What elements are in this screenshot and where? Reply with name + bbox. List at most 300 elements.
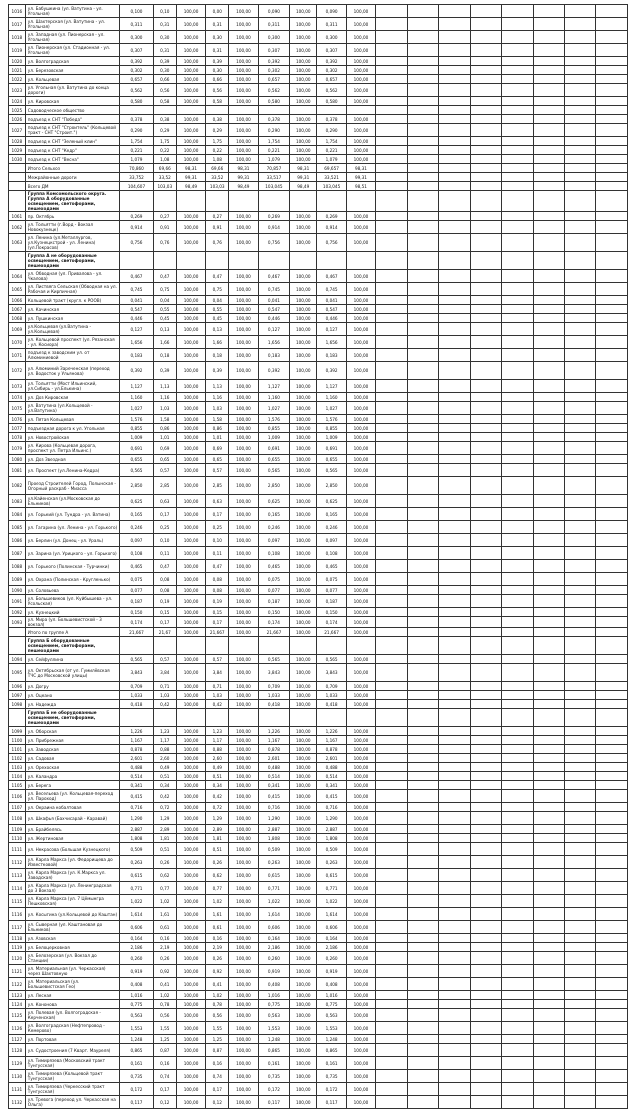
table-row xyxy=(9,455,628,464)
empty-cell xyxy=(376,856,407,869)
value-cell: 100,00 xyxy=(346,97,375,106)
value-cell: 0,392 xyxy=(120,362,154,380)
value-cell: 100,00 xyxy=(346,212,375,221)
empty-cell xyxy=(470,191,501,212)
value-cell: 0,709 xyxy=(120,682,154,691)
empty-cell xyxy=(502,66,533,75)
empty-cell xyxy=(564,66,595,75)
value-cell: 100,00 xyxy=(290,655,317,664)
value-cell: 0,51 xyxy=(153,843,176,856)
empty-cell xyxy=(439,803,470,812)
empty-cell xyxy=(376,934,407,943)
row-code: 1107 xyxy=(9,803,26,812)
empty-cell xyxy=(533,495,564,508)
value-cell: 1,009 xyxy=(258,433,289,442)
row-name: ул. Ватутина (ул.Кольцевой - ул.Ватутина) xyxy=(25,402,119,415)
empty-cell xyxy=(439,18,470,31)
empty-cell xyxy=(407,825,438,834)
empty-cell xyxy=(376,812,407,825)
row-name: ул. Тимирязева (Кольцевой тракт Тунгусская) xyxy=(25,1070,119,1083)
value-cell: 100,00 xyxy=(290,442,317,455)
empty-cell xyxy=(564,173,595,182)
row-code: 1067 xyxy=(9,305,26,314)
empty-cell xyxy=(596,825,628,834)
empty-cell xyxy=(439,763,470,772)
empty-cell xyxy=(596,965,628,978)
value-cell: 0,075 xyxy=(120,573,154,586)
value-cell: 100,00 xyxy=(229,464,258,477)
value-cell: 0,91 xyxy=(206,221,229,234)
row-name: ул. Прибрежная xyxy=(25,736,119,745)
value-cell: 0,077 xyxy=(317,586,346,595)
empty-cell xyxy=(564,595,595,608)
empty-cell xyxy=(564,75,595,84)
value-cell: 100,00 xyxy=(290,895,317,908)
empty-cell xyxy=(376,424,407,433)
row-code: 1106 xyxy=(9,790,26,803)
empty-cell xyxy=(470,508,501,521)
empty-cell xyxy=(564,745,595,754)
value-cell: 100,00 xyxy=(176,908,205,921)
empty-cell xyxy=(407,772,438,781)
value-cell: 100,00 xyxy=(346,137,375,146)
value-cell: 100,00 xyxy=(176,314,205,323)
empty-cell xyxy=(439,164,470,173)
value-cell: 100,00 xyxy=(346,508,375,521)
value-cell: 100,00 xyxy=(346,921,375,934)
empty-cell xyxy=(439,173,470,182)
value-cell: 0,716 xyxy=(120,803,154,812)
empty-cell xyxy=(376,1000,407,1009)
row-code: 1120 xyxy=(9,952,26,965)
value-cell: 99,31 xyxy=(346,173,375,182)
empty-cell xyxy=(376,305,407,314)
empty-cell xyxy=(376,745,407,754)
value-cell: 1,754 xyxy=(317,137,346,146)
value-cell: 0,161 xyxy=(317,1057,346,1070)
empty-cell xyxy=(596,691,628,700)
empty-cell xyxy=(533,617,564,628)
empty-cell xyxy=(407,1022,438,1035)
value-cell: 100,00 xyxy=(176,1035,205,1044)
empty-cell xyxy=(502,843,533,856)
empty-cell xyxy=(407,856,438,869)
value-cell: 100,00 xyxy=(176,700,205,709)
table-row xyxy=(9,1009,628,1022)
row-name: ул. Тревога (переход ул. Черкасская на Ольга) xyxy=(25,1096,119,1109)
row-name: подъезд к заводским ул. от Алюминиевой xyxy=(25,349,119,362)
value-cell: 100,00 xyxy=(229,221,258,234)
empty-cell xyxy=(376,560,407,573)
empty-cell xyxy=(376,393,407,402)
empty-cell xyxy=(502,44,533,57)
value-cell: 0,22 xyxy=(206,146,229,155)
row-code: 1028 xyxy=(9,137,26,146)
value-cell: 0,76 xyxy=(153,234,176,252)
empty-cell xyxy=(502,1022,533,1035)
value-cell: 100,00 xyxy=(346,221,375,234)
value-cell: 100,00 xyxy=(229,754,258,763)
empty-cell xyxy=(564,521,595,534)
empty-cell xyxy=(533,1096,564,1109)
empty-cell xyxy=(502,221,533,234)
value-cell: 100,00 xyxy=(176,270,205,283)
empty-cell xyxy=(376,617,407,628)
value-cell: 100,00 xyxy=(229,57,258,66)
value-cell xyxy=(120,709,154,727)
value-cell: 100,00 xyxy=(176,965,205,978)
value-cell: 0,735 xyxy=(120,1070,154,1083)
empty-cell xyxy=(596,124,628,137)
empty-cell xyxy=(502,790,533,803)
value-cell xyxy=(290,709,317,727)
value-cell: 100,00 xyxy=(346,323,375,336)
value-cell: 0,77 xyxy=(206,882,229,895)
row-code: 1113 xyxy=(9,869,26,882)
table-row xyxy=(9,617,628,628)
value-cell: 0,18 xyxy=(206,349,229,362)
empty-cell xyxy=(407,834,438,843)
empty-cell xyxy=(564,336,595,349)
table-row xyxy=(9,106,628,115)
empty-cell xyxy=(470,1083,501,1096)
value-cell: 100,00 xyxy=(346,943,375,952)
value-cell: 0,392 xyxy=(120,57,154,66)
empty-cell xyxy=(564,895,595,908)
empty-cell xyxy=(564,442,595,455)
value-cell: 100,00 xyxy=(346,31,375,44)
value-cell: 0,55 xyxy=(153,305,176,314)
empty-cell xyxy=(596,75,628,84)
value-cell: 100,00 xyxy=(290,521,317,534)
value-cell: 100,00 xyxy=(346,991,375,1000)
value-cell: 100,00 xyxy=(290,84,317,97)
row-code: 1118 xyxy=(9,934,26,943)
total-row xyxy=(9,164,628,173)
value-cell: 100,00 xyxy=(346,628,375,637)
empty-cell xyxy=(564,736,595,745)
empty-cell xyxy=(439,433,470,442)
row-name: ул. Портовая xyxy=(25,1035,119,1044)
empty-cell xyxy=(502,477,533,495)
empty-cell xyxy=(439,781,470,790)
row-code: 1093 xyxy=(9,617,26,628)
value-cell: 100,00 xyxy=(346,18,375,31)
value-cell: 0,514 xyxy=(317,772,346,781)
row-name: ул. Пионерская (ул. Стадионная - ул. Угольная) xyxy=(25,44,119,57)
row-name: ул. Лесная xyxy=(25,991,119,1000)
value-cell: 0,307 xyxy=(120,44,154,57)
value-cell: 100,00 xyxy=(229,727,258,736)
value-cell: 100,00 xyxy=(229,664,258,682)
empty-cell xyxy=(564,323,595,336)
value-cell: 100,00 xyxy=(176,934,205,943)
empty-cell xyxy=(376,1057,407,1070)
value-cell: 0,71 xyxy=(206,682,229,691)
empty-cell xyxy=(439,393,470,402)
value-cell: 0,415 xyxy=(317,790,346,803)
empty-cell xyxy=(533,433,564,442)
row-name: пр. Октябрь xyxy=(25,212,119,221)
empty-cell xyxy=(439,608,470,617)
value-cell: 100,00 xyxy=(290,464,317,477)
value-cell: 0,408 xyxy=(317,978,346,991)
value-cell: 0,300 xyxy=(258,31,289,44)
value-cell xyxy=(229,106,258,115)
table-row xyxy=(9,314,628,323)
empty-cell xyxy=(502,191,533,212)
empty-cell xyxy=(376,628,407,637)
row-code: 1114 xyxy=(9,882,26,895)
value-cell: 100,00 xyxy=(229,97,258,106)
empty-cell xyxy=(596,349,628,362)
value-cell xyxy=(258,106,289,115)
row-code: 1087 xyxy=(9,547,26,560)
value-cell xyxy=(229,252,258,270)
value-cell: 0,65 xyxy=(153,455,176,464)
value-cell: 0,172 xyxy=(317,1083,346,1096)
value-cell: 0,58 xyxy=(206,97,229,106)
row-code xyxy=(9,628,26,637)
empty-cell xyxy=(439,843,470,856)
row-name: ул. Ленина (ул.Металлургов, ул.Кузнецкстрой - ул. Ленина) (ул.Покрасов) xyxy=(25,234,119,252)
empty-cell xyxy=(439,252,470,270)
empty-cell xyxy=(470,252,501,270)
value-cell: 100,00 xyxy=(346,66,375,75)
value-cell: 100,00 xyxy=(229,790,258,803)
value-cell: 100,00 xyxy=(290,745,317,754)
empty-cell xyxy=(502,393,533,402)
empty-cell xyxy=(502,57,533,66)
empty-cell xyxy=(533,727,564,736)
table-row xyxy=(9,895,628,908)
value-cell: 1,226 xyxy=(317,727,346,736)
row-name: ул. Доз Кировская xyxy=(25,393,119,402)
empty-cell xyxy=(376,477,407,495)
value-cell: 100,00 xyxy=(229,521,258,534)
row-code: 1085 xyxy=(9,521,26,534)
row-name: ул. Оцеано xyxy=(25,691,119,700)
empty-cell xyxy=(533,283,564,296)
empty-cell xyxy=(596,31,628,44)
empty-cell xyxy=(470,1022,501,1035)
table-row xyxy=(9,700,628,709)
value-cell: 1,027 xyxy=(317,402,346,415)
row-code: 1026 xyxy=(9,115,26,124)
empty-cell xyxy=(596,146,628,155)
value-cell: 100,00 xyxy=(229,1070,258,1083)
empty-cell xyxy=(407,1057,438,1070)
value-cell xyxy=(229,191,258,212)
value-cell: 0,878 xyxy=(120,745,154,754)
value-cell: 100,00 xyxy=(346,424,375,433)
row-code: 1018 xyxy=(9,31,26,44)
empty-cell xyxy=(407,424,438,433)
value-cell xyxy=(176,191,205,212)
row-name: ул. Доз Звездная xyxy=(25,455,119,464)
empty-cell xyxy=(564,84,595,97)
empty-cell xyxy=(564,812,595,825)
table-row xyxy=(9,664,628,682)
value-cell: 0,865 xyxy=(258,1044,289,1057)
value-cell: 0,509 xyxy=(258,843,289,856)
value-cell: 0,51 xyxy=(206,772,229,781)
empty-cell xyxy=(470,763,501,772)
empty-cell xyxy=(376,534,407,547)
value-cell: 100,00 xyxy=(346,402,375,415)
empty-cell xyxy=(564,586,595,595)
empty-cell xyxy=(439,97,470,106)
value-cell: 100,00 xyxy=(290,97,317,106)
empty-cell xyxy=(439,212,470,221)
value-cell: 0,165 xyxy=(120,508,154,521)
empty-cell xyxy=(470,415,501,424)
empty-cell xyxy=(596,155,628,164)
row-name: ул. Алюминий Зареченская (переход ул. Водосток у Ульянова) xyxy=(25,362,119,380)
empty-cell xyxy=(439,234,470,252)
empty-cell xyxy=(564,305,595,314)
value-cell: 100,00 xyxy=(229,825,258,834)
empty-cell xyxy=(407,521,438,534)
row-code: 1022 xyxy=(9,75,26,84)
row-code: 1065 xyxy=(9,283,26,296)
value-cell: 0,117 xyxy=(120,1096,154,1109)
table-row xyxy=(9,362,628,380)
empty-cell xyxy=(376,455,407,464)
table-row xyxy=(9,682,628,691)
value-cell: 100,00 xyxy=(229,921,258,934)
row-name: ул. Кольцевая xyxy=(25,75,119,84)
value-cell xyxy=(176,709,205,727)
empty-cell xyxy=(596,283,628,296)
value-cell: 103,045 xyxy=(258,182,289,191)
empty-cell xyxy=(502,296,533,305)
value-cell: 0,18 xyxy=(153,349,176,362)
value-cell: 0,290 xyxy=(317,124,346,137)
row-code xyxy=(9,637,26,655)
value-cell: 100,00 xyxy=(290,664,317,682)
table-row xyxy=(9,595,628,608)
value-cell: 0,341 xyxy=(317,781,346,790)
empty-cell xyxy=(502,164,533,173)
empty-cell xyxy=(533,1009,564,1022)
table-row xyxy=(9,745,628,754)
value-cell: 100,00 xyxy=(346,736,375,745)
value-cell: 1,167 xyxy=(120,736,154,745)
empty-cell xyxy=(596,869,628,882)
empty-cell xyxy=(596,137,628,146)
table-row xyxy=(9,1022,628,1035)
value-cell: 1,027 xyxy=(258,402,289,415)
empty-cell xyxy=(407,763,438,772)
empty-cell xyxy=(596,895,628,908)
row-name: Группа Комсомольского округа. Группа А оборудованные освещением, светофорами, пешеходами xyxy=(25,191,119,212)
empty-cell xyxy=(533,700,564,709)
empty-cell xyxy=(502,349,533,362)
table-row xyxy=(9,57,628,66)
value-cell: 0,34 xyxy=(153,781,176,790)
empty-cell xyxy=(502,455,533,464)
value-cell: 0,547 xyxy=(317,305,346,314)
empty-cell xyxy=(376,314,407,323)
empty-cell xyxy=(502,305,533,314)
empty-cell xyxy=(564,455,595,464)
row-name: Группа Б оборудованные освещением, светофорами, пешеходами xyxy=(25,637,119,655)
empty-cell xyxy=(533,164,564,173)
empty-cell xyxy=(407,433,438,442)
empty-cell xyxy=(439,75,470,84)
empty-cell xyxy=(533,934,564,943)
empty-cell xyxy=(564,608,595,617)
empty-cell xyxy=(407,1070,438,1083)
table-row xyxy=(9,402,628,415)
empty-cell xyxy=(533,869,564,882)
empty-cell xyxy=(564,393,595,402)
empty-cell xyxy=(439,182,470,191)
empty-cell xyxy=(564,655,595,664)
value-cell: 100,00 xyxy=(346,790,375,803)
empty-cell xyxy=(502,75,533,84)
value-cell: 0,17 xyxy=(206,617,229,628)
row-name: Межрайонные дороги xyxy=(25,173,119,182)
row-name: ул. Зарина (ул. Урицкого - ул. Горького) xyxy=(25,547,119,560)
row-code: 1017 xyxy=(9,18,26,31)
empty-cell xyxy=(564,146,595,155)
value-cell: 0,42 xyxy=(153,790,176,803)
empty-cell xyxy=(407,586,438,595)
empty-cell xyxy=(502,856,533,869)
value-cell xyxy=(153,252,176,270)
empty-cell xyxy=(407,1044,438,1057)
value-cell: 100,00 xyxy=(229,1083,258,1096)
value-cell: 100,00 xyxy=(346,882,375,895)
value-cell: 100,00 xyxy=(290,803,317,812)
row-code: 1091 xyxy=(9,595,26,608)
value-cell: 100,00 xyxy=(290,270,317,283)
empty-cell xyxy=(376,124,407,137)
value-cell: 100,00 xyxy=(176,146,205,155)
value-cell: 2,85 xyxy=(153,477,176,495)
value-cell: 100,00 xyxy=(229,305,258,314)
row-code: 1030 xyxy=(9,155,26,164)
row-code: 1103 xyxy=(9,763,26,772)
empty-cell xyxy=(596,252,628,270)
table-row xyxy=(9,772,628,781)
empty-cell xyxy=(564,1083,595,1096)
value-cell: 0,108 xyxy=(258,547,289,560)
value-cell: 100,00 xyxy=(346,393,375,402)
value-cell: 0,756 xyxy=(258,234,289,252)
value-cell: 0,878 xyxy=(317,745,346,754)
value-cell: 0,302 xyxy=(258,66,289,75)
empty-cell xyxy=(470,952,501,965)
empty-cell xyxy=(596,745,628,754)
empty-cell xyxy=(407,97,438,106)
row-code: 1125 xyxy=(9,1009,26,1022)
value-cell: 1,16 xyxy=(153,393,176,402)
value-cell: 100,00 xyxy=(176,727,205,736)
value-cell: 103,03 xyxy=(153,182,176,191)
value-cell: 1,226 xyxy=(258,727,289,736)
row-code: 1084 xyxy=(9,508,26,521)
empty-cell xyxy=(564,834,595,843)
empty-cell xyxy=(439,124,470,137)
value-cell: 100,00 xyxy=(229,5,258,18)
value-cell: 1,08 xyxy=(153,155,176,164)
value-cell: 100,00 xyxy=(346,305,375,314)
empty-cell xyxy=(407,655,438,664)
row-name: Итого Сельхоз xyxy=(25,164,119,173)
